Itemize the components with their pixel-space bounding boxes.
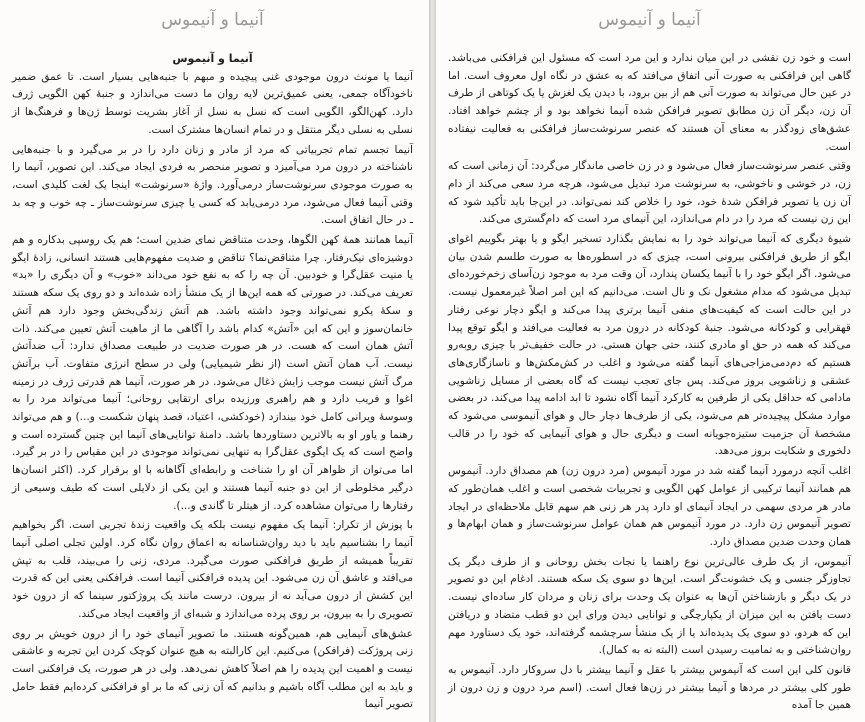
section-title: آنیما و آنیموس (172, 52, 253, 65)
paragraph: آنیموس، از یک طرف عالی‌ترین نوع راهنما یا نجات بخش روحانی و از طرف دیگر یک تجاوزگر جنسی و یک خشونت‌گر است. این‌ها دو سوی یک سکه هستند. ادغام این دو تصویر در یک دیگر و بازشناختن آن‌ها به عنوان یک وحدت برای زنان و مردان کار ساده‌ای نیست. دست یافتن به این میزان از یکپارچگی و توانایی دیدن ورای این دو قطب متضاد و دریافتن این که هردو، دو سوی یک پدیده‌اند یا از یک منشأ سرچشمه گرفته‌اند، خود یک دستاورد مهم روان‌شناختی و به تمامیت رسیدن است (البته نه به کمال). (448, 555, 851, 657)
paragraph: است و خود زن نقشی در این میان ندارد و این مرد است که مسئول این فرافکنی می‌باشد. گاهی این فرافکنی به صورت آنی اتفاق می‌افتد که به عشق در نگاه اول معروف است. اما در عین حال می‌تواند به صورت آنی هم از بین برود، با دیدن یک لغزش یا یک کوتاهی از طرف آن زن، دیگر آن زن مطابق تصویر فرافکن شده آنیما نخواهد بود و از چشم خواهد افتاد. عشق‌های زودگذر به معنای آن هستند که عنصر سرنوشت‌ساز فرافکنی به فعالیت نیفتاده است. (448, 52, 851, 153)
left-page[interactable] (0, 0, 429, 722)
page-body (448, 50, 851, 715)
paragraph: آنیما تجسم تمام تجربیاتی که مرد از مادر و زنان دارد را در بر می‌گیرد و با جنبه‌هایی ناشناخته در درون مرد می‌آمیزد و تصویر منحصر به فردی ایجاد می‌کند. این تصویر، آنیما را به صورت موجودی سرنوشت‌ساز درمی‌آورد. واژهٔ «سرنوشت» اینجا یک لغت کلیدی است، وقتی آنیما فعال می‌شود، مرد درمی‌یابد که کسی یا چیزی سرنوشت‌ساز ـ چه خوب و چه بد ـ در حال اتفاق است. (12, 143, 413, 227)
book-gutter (429, 0, 436, 722)
paragraph: آنیما همانند همهٔ کهن الگوها، وحدت متناقض نمای ضدین است؛ هم یک روسپی بدکاره و هم دوشیزه‌ای نیک‌رفتار. چرا متناقض‌نما؟ تناقض و ضدیت مفهوم‌هایی هستند انسانی، زادهٔ ایگو یا منیت عقل‌گرا و خودبین. آن چه را که به نفع خود می‌داند «خوب» و آن دیگری را «بد» تعریف می‌کند. در صورتی که همه این‌ها از یک منشأ زاده شده‌اند و دو روی یک سکه هستند و سکهٔ یکرو نمی‌تواند وجود داشته باشد. هم آتش زندگی‌بخش وجود دارد هم آتش خانمان‌سوز و این که این «آتش» کدام باشد را آگاهی ما از ماهیت آتش تعیین می‌کند. ذات آتش همان است که هست. در هر صورت ضدیت در طبیعت مصداق ندارد: آب ضدآتش نیست. آب همان آتش است (از نظر شیمیایی) ولی در سطح انرژی متفاوت. آب برآتش مرگ آتش نیست موجب زایش ذغال می‌شود. در هر صورت، آنیما هم قدرتی ژرف در زمینه اغوا و فریب دارد و هم راهبری ورزیده برای ارتقایی روحانی؛ آنیما می‌تواند مرد را به وسوسهٔ ویرانی کامل خود بیندازد (خودکشی، اعتیاد، قصد پنهان شکست و...) و هم می‌تواند رهنما و یاور او به بالاترین دستاوردها باشد. دامنهٔ توانایی‌های آنیما این چنین گسترده است و واضح است که یک ایگوی عقل‌گرا به تنهایی نمی‌تواند موجودی در این مقیاس را در بر گیرد. اما می‌توان از ظواهر آن او را شناخت و رابطه‌ای آگاهانه با او برقرار کرد. (اکثر انسان‌ها درگیر مخلوطی از این دو جنبه آنیما هستند و این یکی از دلایلی است که طیف وسیعی از رفتارها را می‌توان مشاهده کرد. از هیتلر تا گاندی و...). (12, 234, 413, 512)
paragraph: با پوزش از تکرار: آنیما یک مفهوم نیست بلکه یک واقعیت زندهٔ تجربی است. اگر بخواهیم آنیما را بشناسیم باید با دید روان‌شناسانه به اعماق روان نگاه کرد. اولین تجلی اصلی آنیما تقریباً همیشه از طریق فرافکنی صورت می‌گیرد. مردی، زنی را می‌بیند، قلب به تپش می‌افتد و عاشق آن زن می‌شود. این پدیده فرافکنی آنیما است. فرافکنی یعنی این که قدرت این کشش از درون می‌آید نه از بیرون. درست مانند یک پروژکتور سینما که از درون خود تصویری را به بیرون، بر روی پرده می‌اندازد و شبه‌ای از واقعیت ایجاد می‌کند. (12, 519, 413, 620)
paragraph: قانون کلی این است که آنیموس بیشتر با عقل و آنیما بیشتر با دل سروکار دارد. آنیموس به طور کلی بیشتر در مردها و آنیما بیشتر در زن‌ها فعال است. (اسم مرد درون و زن درون از همین جا آمده (448, 663, 851, 712)
page-body (12, 50, 413, 714)
paragraph: شیوهٔ دیگری که آنیما می‌تواند خود را به نمایش بگذارد تسخیر ایگو و یا بهتر بگوییم اغوای ایگو از طریق فرافکنی بیرونی است، چیزی که در اسطوره‌ها به صورت طلسم شدن بیان می‌شود. اگر ایگو خود را با آنیما یکسان پندارد، آن وقت مرد به موجود زن‌آسای زخم‌خورده‌ای تبدیل می‌شود که مدام مشغول نک و نال است. می‌دانیم که این امر اصلاً غیرمعمول نیست. در این حالت است که کیفیت‌های منفی آنیما برتری پیدا می‌کند و ایگو دچار نوعی رفتار قهقرایی و کودکانه می‌شود. جنبهٔ کودکانه در درون مرد به فعالیت می‌افتد و ایگو توقع پیدا می‌کند که همه در حق او مادری کنند، حتی جهان هستی. در حالت خفیف‌تر با چیزی روبه‌رو هستیم که دم‌دمی‌مزاجی‌های آنیما گفته می‌شود و اغلب در کش‌مکش‌ها و ناسازگاری‌های عشقی و زناشویی بروز می‌کند. پس جای تعجب نیست که گاه بعضی از مسایل زناشویی مادامی که حداقل یکی از طرفین به کارکرد آنیما آگاه نشود تا ابد ادامه پیدا می‌کند. در بعضی موارد مشکل پیچیده‌تر هم می‌شود، یکی از طرف‌ها دچار حال و هوای آنیموسی می‌شود که مشخصهٔ آن جزمیت ستیزه‌جویانه است و دیگری حال و هوای آنیمایی که خود را در قالب دلخوری و شکایت بروز می‌دهد. (448, 233, 851, 458)
running-head: آنیما و آنیموس (161, 10, 264, 30)
paragraph: اغلب آنچه درمورد آنیما گفته شد در مورد آنیموس (مرد درون زن) هم مصداق دارد. آنیموس هم همانند آنیما ترکیبی از عوامل کهن الگویی و تجربیات شخصی است و اغلب همان‌طور که مادر هر مردی سهمی در ایجاد آنیمای او دارد پدر هر زنی هم سهم قابل ملاحظه‌ای در ایجاد تصویر آنیموس زن دارد. در مورد آنیموس هم همان عوامل سرنوشت‌ساز و همان ابهام‌ها و همان وحدت ضدین مصداق دارد. (448, 465, 851, 548)
paragraph: وقتی عنصر سرنوشت‌ساز فعال می‌شود و در زن خاصی ماندگار می‌گردد: آن زمانی است که زن، در خوشی و ناخوشی، به سرنوشت مرد تبدیل می‌شود، هرچه مرد سعی می‌کند از دام آن زن یا تصویر فرافکن شدهٔ خود، خود را خلاص کند نمی‌تواند. در این‌جا باید تأکید شود که این زن نیست که مرد را در دام می‌اندازد، این آنیمای مرد است که دام‌گستری می‌کند. (448, 160, 851, 226)
paragraph: عشق‌های آنیمایی هم، همین‌گونه هستند. ما تصویر آنیمای خود را از درون خویش بر روی زنی پروژکت (فرافکن) می‌کنیم. این کارالبته به هیچ عنوان کوچک کردن این تجربه و عاشقی نیست و اهمیت این پدیده را هم اصلاً کاهش نمی‌دهد. ولی در هر صورت، یک فرافکنی است و باید به این مطلب آگاه باشیم و بدانیم که آن زنی که ما بر او فرافکنی کرده‌ایم فقط حامل تصویر آنیما (12, 627, 413, 711)
running-head: آنیما و آنیموس (598, 10, 701, 30)
right-page[interactable] (436, 0, 865, 722)
paragraph: آنیما یا مونث درون موجودی غنی پیچیده و مبهم با جنبه‌هایی بسیار است. تا عمق ضمیر ناخودآگاه جمعی، یعنی عمیق‌ترین لایه روان ما دست می‌اندازد و جنبهٔ کهن الگویی ژرف دارد. کهن‌الگو، الگویی است که نسل به نسل از آغاز بشریت توسط ژن‌ها و فرهنگ‌ها از نسلی به نسلی دیگر منتقل و در تمام انسان‌ها مشترک است. (12, 70, 413, 136)
